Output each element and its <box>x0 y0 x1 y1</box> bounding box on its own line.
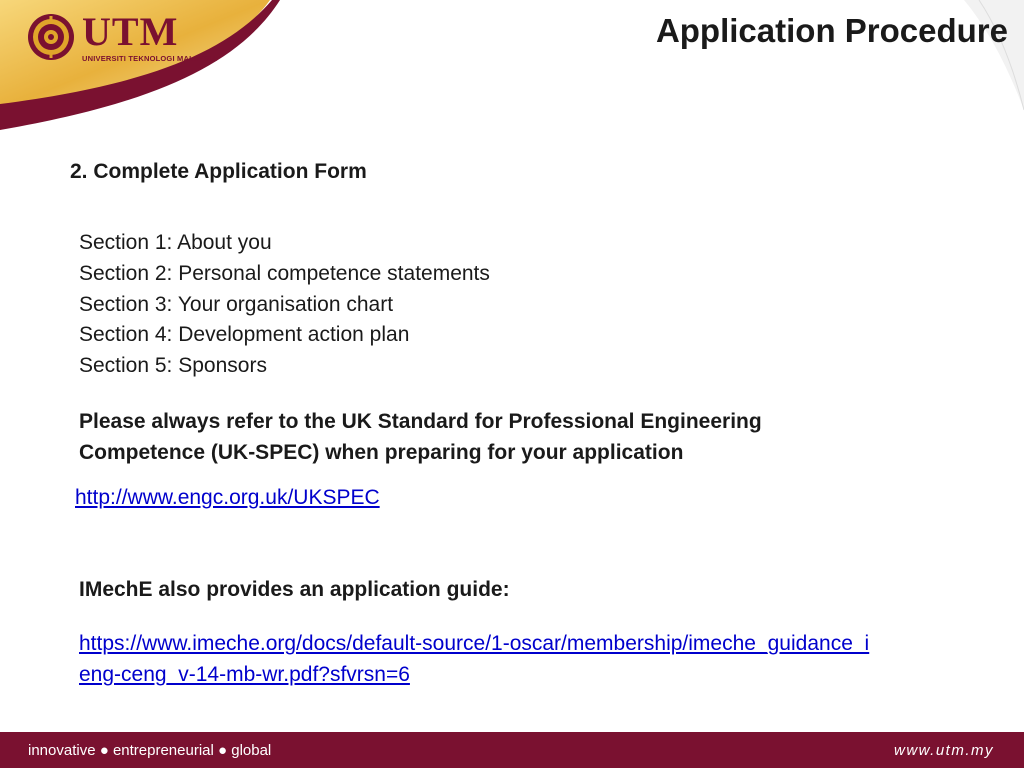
imeche-guide-link[interactable]: https://www.imeche.org/docs/default-source/1-oscar/membership/imeche_guidance_ieng-ceng_v-14-mb-wr.pdf?sfvrsn=6 <box>79 632 870 686</box>
logo-subtitle: UNIVERSITI TEKNOLOGI MALAYSIA <box>82 53 218 63</box>
footer-url: www.utm.my <box>893 741 994 759</box>
step-heading: 2. Complete Application Form <box>70 160 367 183</box>
list-item: Section 3: Your organisation chart <box>79 292 394 316</box>
uk-spec-notice: Please always refer to the UK Standard for Professional Engineering Competence (UK-SPEC) when preparing for your application <box>79 410 762 464</box>
list-item: Section 5: Sponsors <box>79 354 267 378</box>
ukspec-link[interactable]: http://www.engc.org.uk/UKSPEC <box>75 486 380 509</box>
footer-bar <box>0 732 1024 768</box>
logo-name: UTM <box>82 8 179 54</box>
list-item: Section 2: Personal competence statements <box>79 261 490 285</box>
footer-tagline: innovative ● entrepreneurial ● global <box>28 741 272 759</box>
list-item: Section 1: About you <box>79 231 272 254</box>
page-title: Application Procedure <box>655 12 1008 49</box>
guide-heading: IMechE also provides an application guide: <box>79 578 510 601</box>
list-item: Section 4: Development action plan <box>79 323 410 347</box>
section-list <box>79 228 490 382</box>
